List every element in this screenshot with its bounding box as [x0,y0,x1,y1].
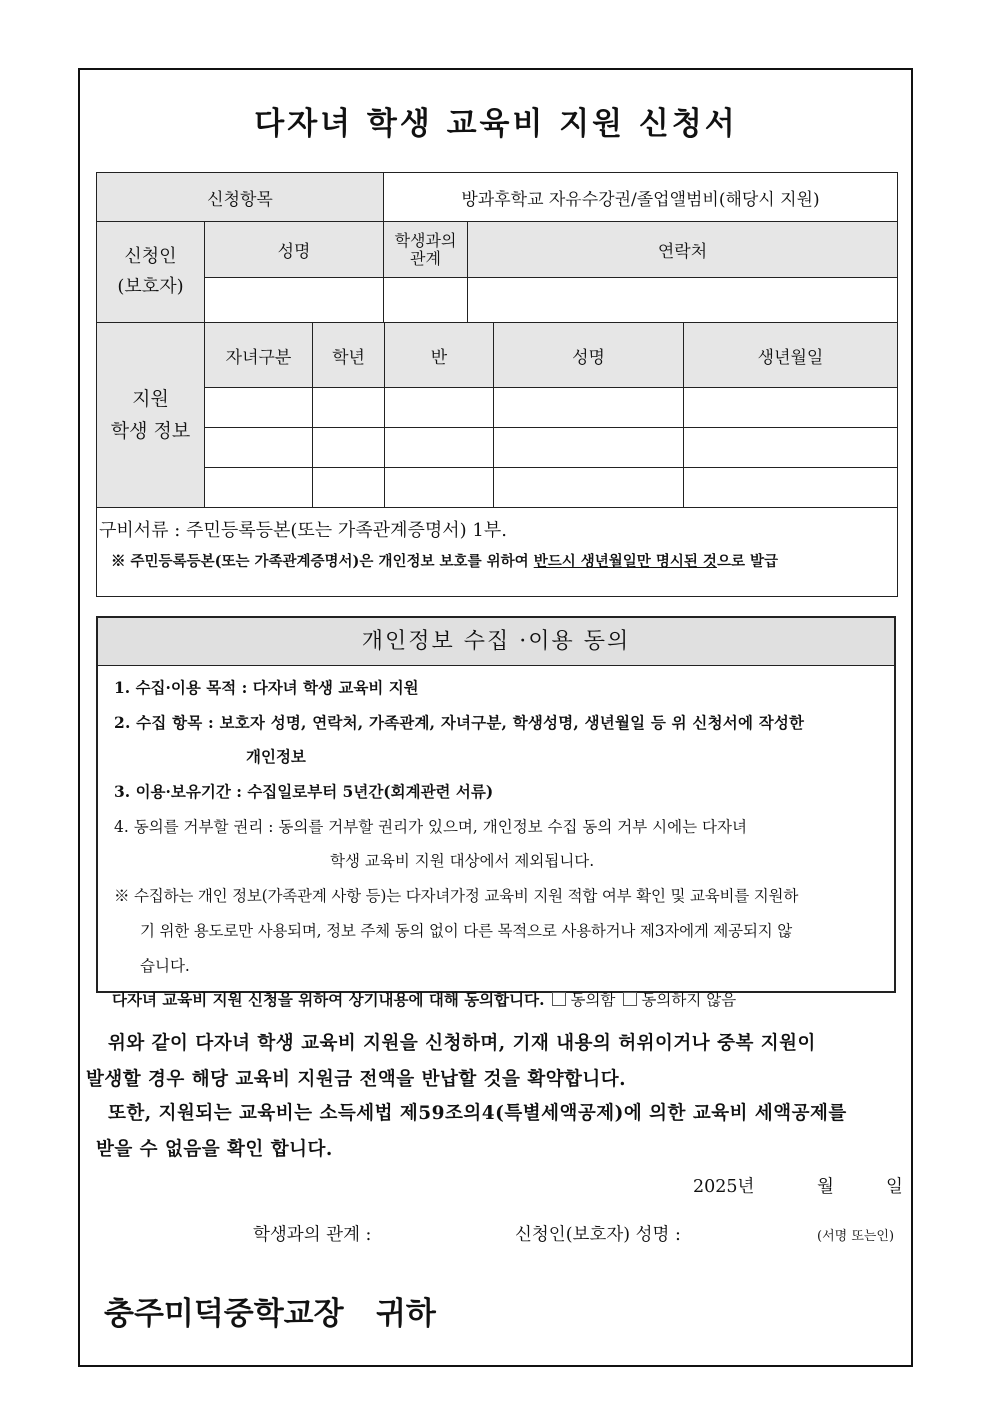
student-cell[interactable] [494,388,684,428]
addressee: 충주미덕중학교장 귀하 [104,1296,436,1332]
student-cell[interactable] [385,428,494,468]
student-info-label: 지원 학생 정보 [97,323,205,508]
student-cell[interactable] [205,428,313,468]
consent-item-1: 1. 수집·이용 목적 : 다자녀 학생 교육비 지원 [114,678,419,697]
relation-signature-label: 학생과의 관계 : [253,1225,372,1245]
student-cell[interactable] [313,468,385,508]
consent-item-4: 4. 동의를 거부할 권리 : 동의를 거부할 권리가 있으며, 개인정보 수집 동의 거부 시에는 다자녀 [114,818,747,836]
student-cell[interactable] [684,428,898,468]
table-row [97,468,898,508]
col-grade-header: 학년 [313,323,385,388]
agreement-text: 다자녀 교육비 지원 신청을 위하여 상기내용에 대해 동의합니다. [112,990,545,1009]
col-student-name-header: 성명 [494,323,684,388]
consent-item-3: 3. 이용·보유기간 : 수집일로부터 5년간(회계관련 서류) [114,782,494,801]
consent-item-4-cont: 학생 교육비 지원 대상에서 제외됩니다. [330,852,595,870]
consent-item-2-cont: 개인정보 [246,747,306,766]
required-documents [97,508,898,597]
relation-header: 학생과의 관계 [384,222,468,278]
page-title: 다자녀 학생 교육비 지원 신청서 [254,106,738,142]
student-cell[interactable] [684,468,898,508]
consent-note-3: 습니다. [140,957,190,975]
docs-note: ※ 주민등록등본(또는 가족관계증명서)은 개인정보 보호를 위하여 반드시 생년월일만 명시된 것으로 발급 [111,553,779,570]
student-cell[interactable] [313,388,385,428]
col-child-type-header: 자녀구분 [205,323,313,388]
col-class-header: 반 [385,323,494,388]
applicant-name-field[interactable] [205,278,384,323]
disagree-label: 동의하지 않음 [641,991,737,1009]
student-cell[interactable] [494,468,684,508]
sign-year: 2025년 [693,1177,755,1197]
agree-checkbox[interactable] [552,992,566,1006]
consent-note-2: 기 위한 용도로만 사용되며, 정보 주체 동의 없이 다른 목적으로 사용하거나 제3자에게 제공되지 않 [140,922,792,940]
applicant-label: 신청인 (보호자) [97,222,205,323]
application-item-value: 방과후학교 자유수강권/졸업앨범비(해당시 지원) [384,173,898,222]
table-row [97,388,898,428]
contact-header: 연락처 [468,222,898,278]
agreement-row [112,990,892,1010]
consent-note-1: ※ 수집하는 개인 정보(가족관계 사항 등)는 다자녀가정 교육비 지원 적합 여부 확인 및 교육비를 지원하 [114,887,799,905]
applicant-name-header: 성명 [205,222,384,278]
consent-heading: 개인정보 수집 ·이용 동의 [98,618,894,666]
consent-item-2: 2. 수집 항목 : 보호자 성명, 연락처, 가족관계, 자녀구분, 학생성명, 생년월일 등 위 신청서에 작성한 [114,713,805,732]
declaration-line-2: 발생할 경우 해당 교육비 지원금 전액을 반납할 것을 확약합니다. [86,1069,627,1090]
application-item-label: 신청항목 [97,173,384,222]
sign-month: 월 [817,1177,834,1197]
table-row [97,428,898,468]
student-cell[interactable] [205,388,313,428]
student-cell[interactable] [385,468,494,508]
required-docs-text: 구비서류 : 주민등록등본(또는 가족관계증명서) 1부. [99,520,507,541]
student-cell[interactable] [313,428,385,468]
contact-field[interactable] [468,278,898,323]
student-cell[interactable] [385,388,494,428]
declaration-line-1: 위와 같이 다자녀 학생 교육비 지원을 신청하며, 기재 내용의 허위이거나 중복 지원이 [108,1033,816,1054]
declaration-line-3: 또한, 지원되는 교육비는 소득세법 제59조의4(특별세액공제)에 의한 교육비 세액공제를 [108,1103,847,1124]
agree-label: 동의함 [570,991,616,1009]
declaration-line-4: 받을 수 없음을 확인 합니다. [96,1139,333,1160]
col-birthdate-header: 생년월일 [684,323,898,388]
privacy-consent-box [96,616,896,993]
student-cell[interactable] [494,428,684,468]
application-table [96,172,898,597]
student-cell[interactable] [205,468,313,508]
disagree-checkbox[interactable] [623,992,637,1006]
applicant-signature-label: 신청인(보호자) 성명 : [515,1225,681,1245]
signature-hint: (서명 또는인) [817,1229,895,1244]
sign-day: 일 [886,1177,903,1197]
relation-field[interactable] [384,278,468,323]
student-cell[interactable] [684,388,898,428]
